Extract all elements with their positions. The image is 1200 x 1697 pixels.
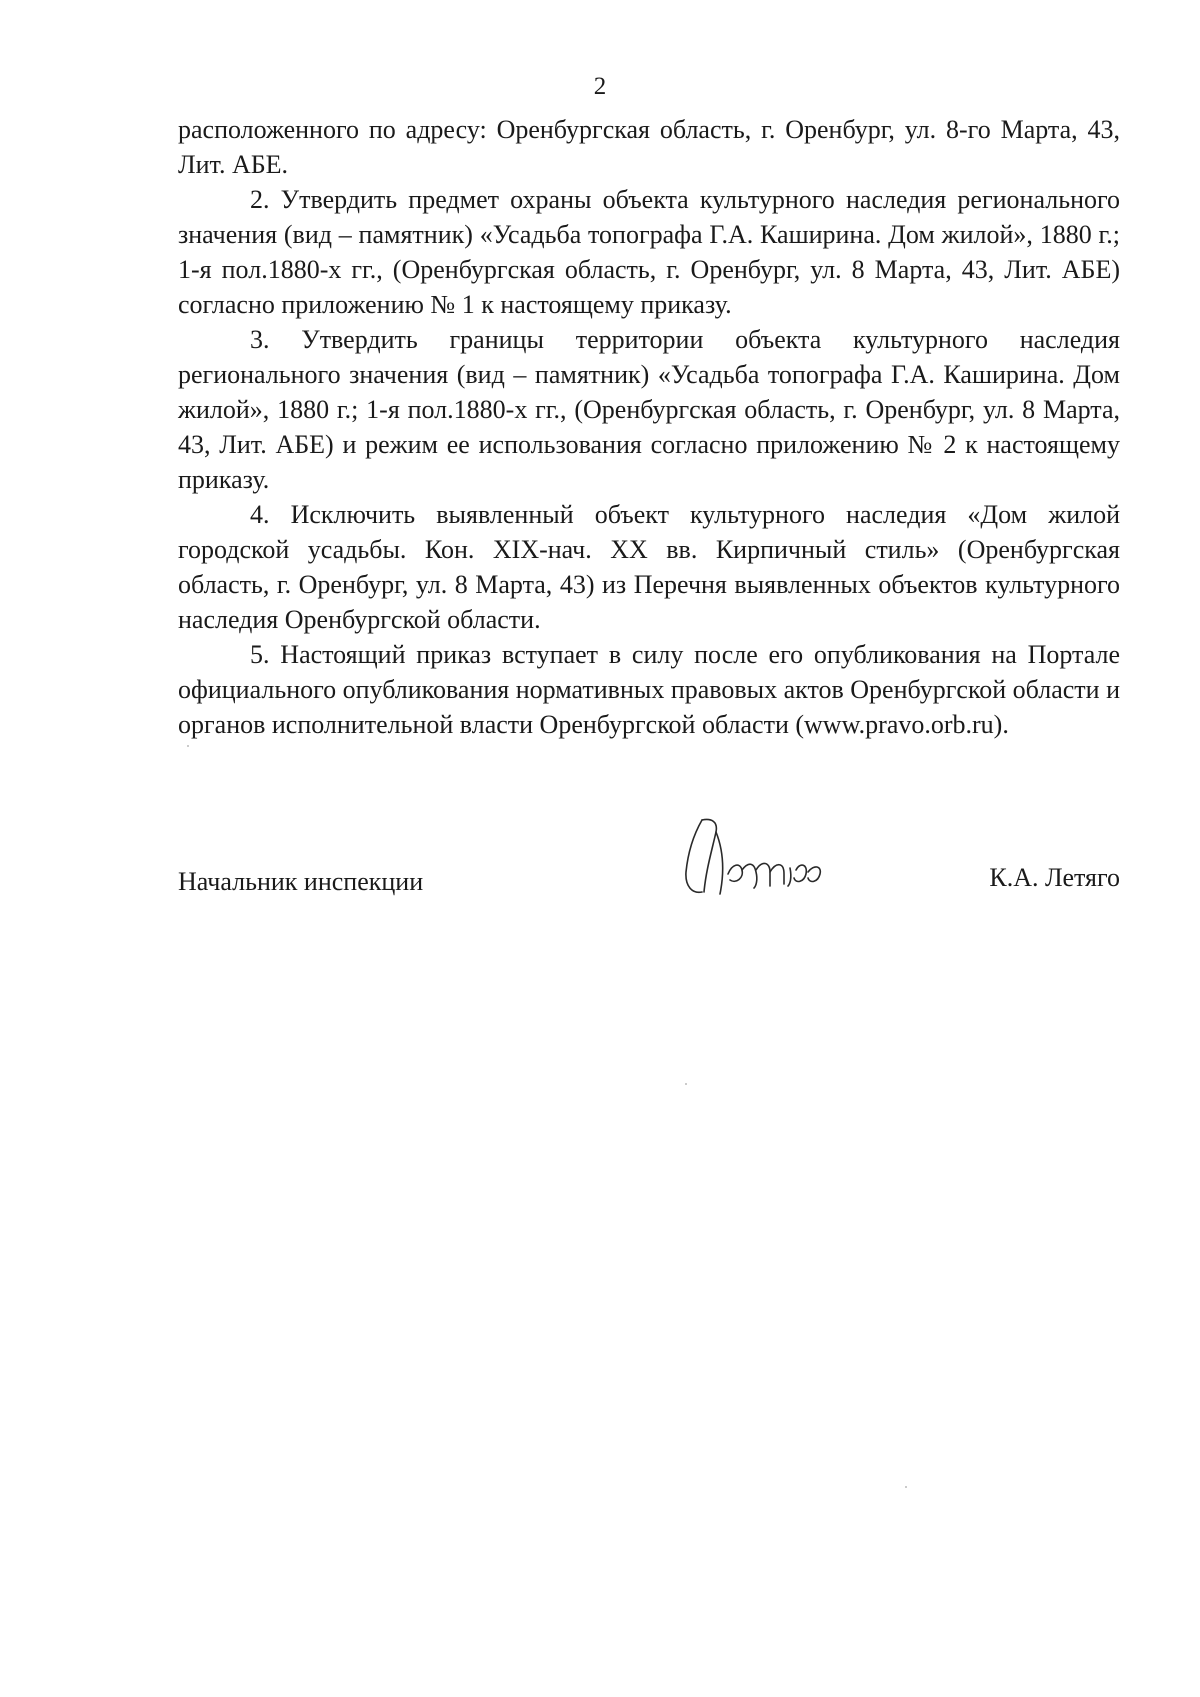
page-number: 2: [593, 73, 607, 100]
paragraph-item-5: 5. Настоящий приказ вступает в силу после его опубликования на Портале официального опубликования нормативных правовых актов Оренбургской области и органов исполнительной власти Оренбургской области (www.pravo.orb.ru).: [178, 640, 1120, 739]
scan-speck: [187, 745, 189, 747]
scan-speck: [685, 1083, 687, 1085]
handwritten-signature: [672, 812, 862, 902]
signatory-name: К.А. Летяго: [989, 863, 1120, 892]
paragraph-item-2: 2. Утвердить предмет охраны объекта культурного наследия регионального значения (вид – памятник) «Усадьба топографа Г.А. Каширина. Дом жилой», 1880 г.; 1-я пол.1880-х гг., (Оренбургская область, г. Оренбург, ул. 8 Марта, 43, Лит. АБЕ) согласно приложению № 1 к настоящему приказу.: [178, 185, 1120, 319]
paragraph-item-3: 3. Утвердить границы территории объекта культурного наследия регионального значения (вид – памятник) «Усадьба топографа Г.А. Каширина. Дом жилой», 1880 г.; 1-я пол.1880-х гг., (Оренбургская область, г. Оренбург, ул. 8 Марта, 43, Лит. АБЕ) и режим ее использования согласно приложению № 2 к настоящему приказу.: [178, 325, 1120, 494]
signature-block: [178, 812, 1120, 912]
paragraph-continuation: расположенного по адресу: Оренбургская область, г. Оренбург, ул. 8-го Марта, 43, Лит. АБЕ.: [178, 115, 1120, 179]
signatory-position: Начальник инспекции: [178, 867, 424, 896]
paragraph-item-4: 4. Исключить выявленный объект культурного наследия «Дом жилой городской усадьбы. Кон. XIX-нач. XX вв. Кирпичный стиль» (Оренбургская область, г. Оренбург, ул. 8 Марта, 43) из Перечня выявленных объектов культурного наследия Оренбургской области.: [178, 500, 1120, 634]
document-body: [178, 112, 1120, 742]
scan-speck: [905, 1486, 907, 1488]
